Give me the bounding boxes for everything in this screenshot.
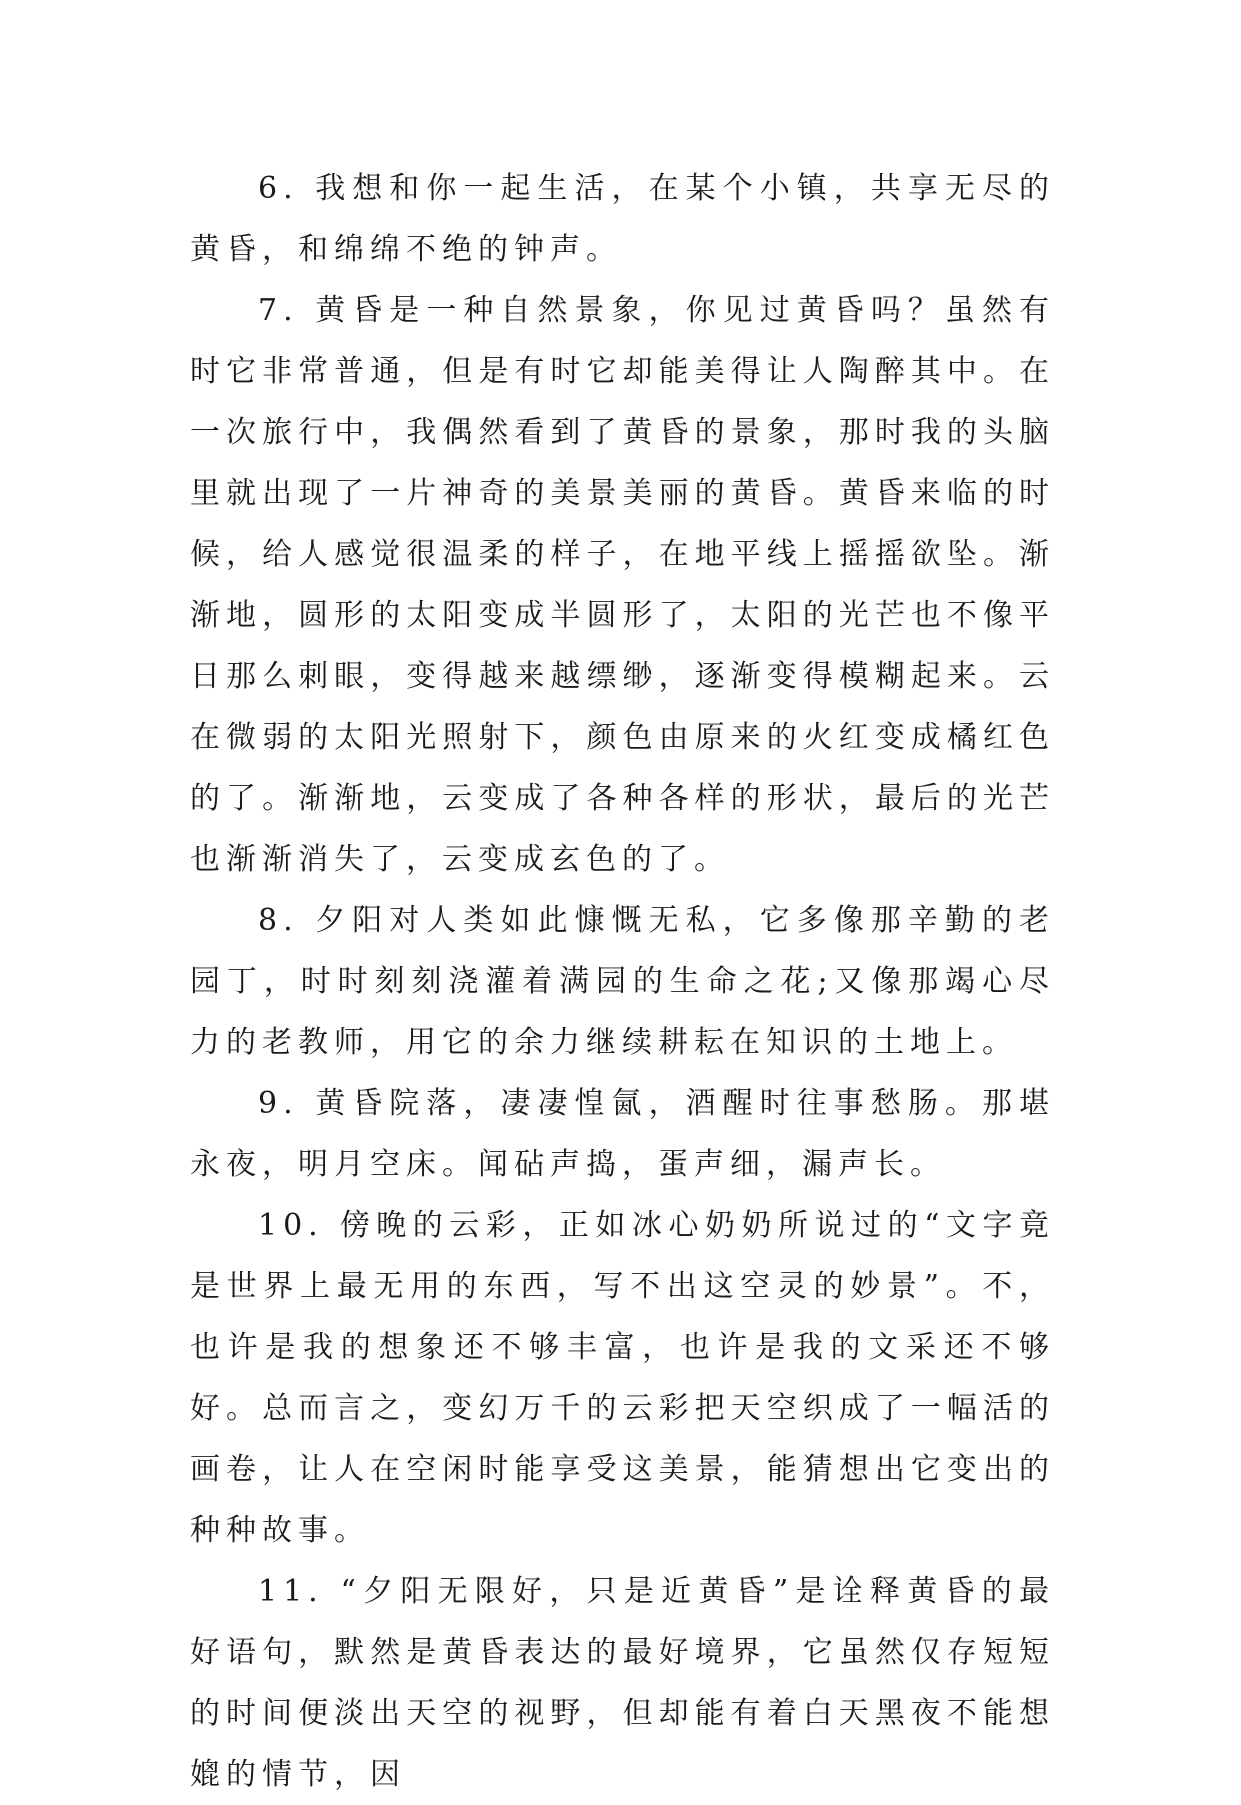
paragraph-11: 11. “夕阳无限好，只是近黄昏”是诠释黄昏的最好语句，默然是黄昏表达的最好境界，它虽然仅存短短的时间便淡出天空的视野，但却能有着白天黑夜不能想媲的情节，因 xyxy=(190,1574,1055,1792)
paragraph-9: 9. 黄昏院落，凄凄惶氤，酒醒时往事愁肠。那堪永夜，明月空床。闻砧声捣，蛋声细，漏声长。 xyxy=(190,1086,1055,1182)
document-body xyxy=(190,158,1055,1805)
paragraph-10: 10. 傍晚的云彩，正如冰心奶奶所说过的“文字竟是世界上最无用的东西，写不出这空灵的妙景”。不，也许是我的想象还不够丰富，也许是我的文采还不够好。总而言之，变幻万千的云彩把天空织成了一幅活的画卷，让人在空闲时能享受这美景，能猜想出它变出的种种故事。 xyxy=(190,1208,1055,1548)
paragraph-8: 8. 夕阳对人类如此慷慨无私，它多像那辛勤的老园丁，时时刻刻浇灌着满园的生命之花;又像那竭心尽力的老教师，用它的余力继续耕耘在知识的土地上。 xyxy=(190,903,1055,1060)
paragraph-6: 6. 我想和你一起生活，在某个小镇，共享无尽的黄昏，和绵绵不绝的钟声。 xyxy=(190,171,1055,267)
paragraph-7: 7. 黄昏是一种自然景象，你见过黄昏吗？虽然有时它非常普通，但是有时它却能美得让人陶醉其中。在一次旅行中，我偶然看到了黄昏的景象，那时我的头脑里就出现了一片神奇的美景美丽的黄昏。黄昏来临的时候，给人感觉很温柔的样子，在地平线上摇摇欲坠。渐渐地，圆形的太阳变成半圆形了，太阳的光芒也不像平日那么刺眼，变得越来越缥缈，逐渐变得模糊起来。云在微弱的太阳光照射下，颜色由原来的火红变成橘红色的了。渐渐地，云变成了各种各样的形状，最后的光芒也渐渐消失了，云变成玄色的了。 xyxy=(190,293,1055,877)
